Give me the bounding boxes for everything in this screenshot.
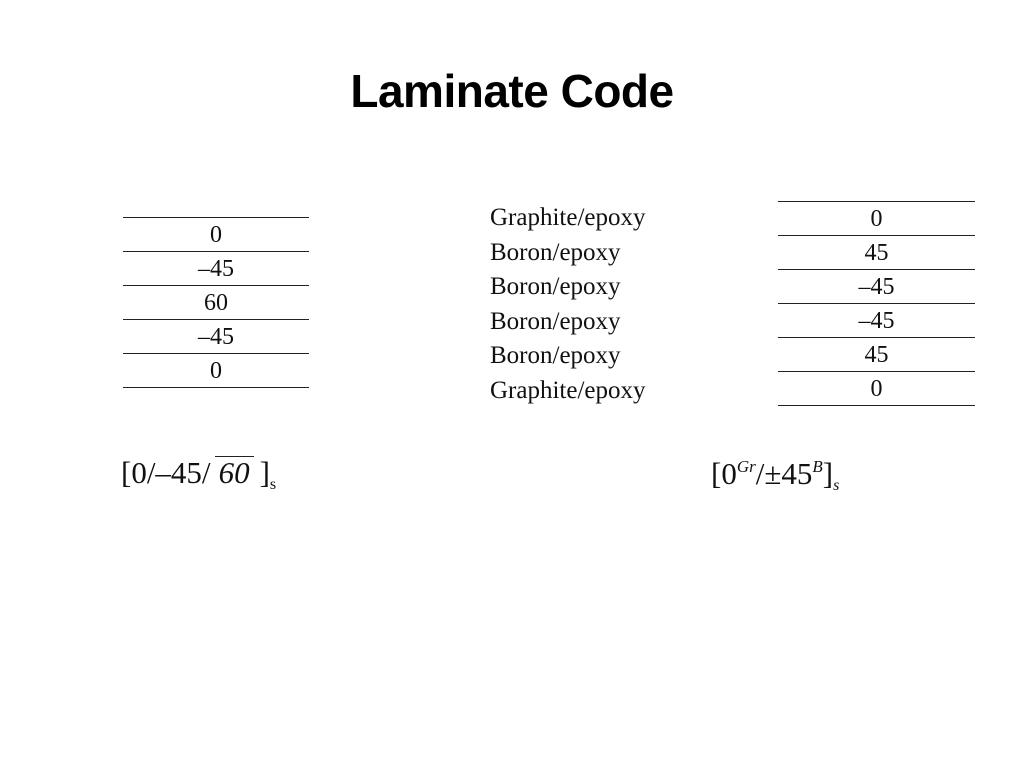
ply-angle: –45 <box>123 252 309 286</box>
left-laminate-stack <box>123 217 309 388</box>
code-subscript: s <box>269 476 277 493</box>
code-overbar-value: 60 <box>215 456 254 488</box>
right-laminate-materials <box>490 201 646 408</box>
code-subscript: s <box>833 477 840 494</box>
ply-angle: –45 <box>123 320 309 354</box>
ply-angle: 0 <box>123 354 309 388</box>
code-superscript-material: B <box>812 457 823 476</box>
ply-angle: –45 <box>778 270 975 304</box>
ply-material: Boron/epoxy <box>490 342 621 370</box>
ply-material: Boron/epoxy <box>490 273 621 301</box>
ply-material: Boron/epoxy <box>490 307 621 335</box>
ply-material: Boron/epoxy <box>490 238 621 266</box>
ply-material: Graphite/epoxy <box>490 204 646 232</box>
code-close: ] <box>259 455 270 490</box>
code-prefix: [0 <box>711 456 737 491</box>
ply-angle: 0 <box>778 202 975 236</box>
code-prefix: [0/–45/ <box>121 455 211 490</box>
ply-angle: 0 <box>123 218 309 252</box>
ply-angle: 0 <box>778 372 975 406</box>
ply-angle: –45 <box>778 304 975 338</box>
right-laminate-code <box>711 458 839 494</box>
ply-angle: 45 <box>778 236 975 270</box>
right-laminate-stack <box>778 201 975 406</box>
ply-angle: 60 <box>123 286 309 320</box>
left-laminate-code <box>121 456 276 493</box>
code-middle: /±45 <box>755 456 813 491</box>
code-close: ] <box>822 456 834 491</box>
ply-material: Graphite/epoxy <box>490 376 646 404</box>
ply-angle: 45 <box>778 338 975 372</box>
code-superscript-material: Gr <box>736 457 756 476</box>
slide-title: Laminate Code <box>350 65 674 117</box>
